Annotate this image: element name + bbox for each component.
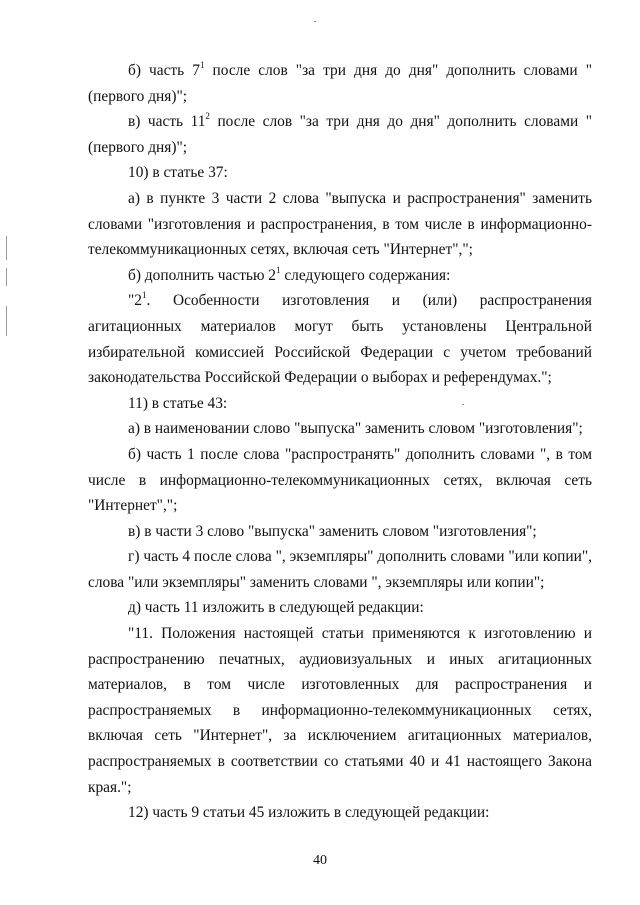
scan-binding-mark [6,268,7,286]
paragraph: б) часть $7^1$ после слов "за три дня до дня" дополнить словами "(первого дня)"; [88,59,592,105]
paragraph: "$2^1$. Особенности изготовления и (или) распространения агитационных материалов могут быть установлены Центральной избирательной комиссией Российской Федерации с учетом требований законодательства Российской Федерации о выборах и референдумах."; [88,290,592,387]
scan-binding-mark [6,306,7,336]
paragraph: а) в наименовании слово "выпуска" заменить словом "изготовления"; [128,420,583,438]
paragraph: "11. Положения настоящей статьи применяются к изготовлению и распространению печатных, аудиовизуальных и иных агитационных материалов, в том числе изготовленных для распространения и распространяемых в информационно-телекоммуникационных сетях, включая сеть "Интернет", за исключением агитационных материалов, распространяемых в соответствии со статьями 40 и 41 настоящего Закона края."; [88,625,592,796]
paragraph: а) в пункте 3 части 2 слова "выпуска и распространения" заменить словами "изготовления и распространения, в том числе в информационно-телекоммуникационных сетях, включая сеть "Интернет","; [88,189,592,259]
scan-speck [314,21,316,22]
paragraph: 10) в статье 37: [128,164,228,182]
page-number: 40 [313,853,327,868]
paragraph: 11) в статье 43: [128,394,228,412]
paragraph: г) часть 4 после слова ", экземпляры" дополнить словами "или копии", слова "или экземпляры" заменить словами ", экземпляры или копии"; [88,548,592,591]
paragraph: б) часть 1 после слова "распространять" дополнить словами ", в том числе в информационно-телекоммуникационных сетях, включая сеть "Интернет","; [88,445,592,515]
paragraph: в) в части 3 слово "выпуска" заменить словом "изготовления"; [128,522,537,540]
paragraph: б) дополнить частью $2^1$ следующего содержания: [128,264,451,284]
paragraph: 12) часть 9 статьи 45 изложить в следующей редакции: [128,804,490,822]
document-body [88,58,592,826]
paragraph: д) часть 11 изложить в следующей редакции: [128,599,424,617]
scan-binding-mark [6,236,7,260]
paragraph: в) часть $11^2$ после слов "за три дня до дня" дополнить словами "(первого дня)"; [88,111,592,156]
